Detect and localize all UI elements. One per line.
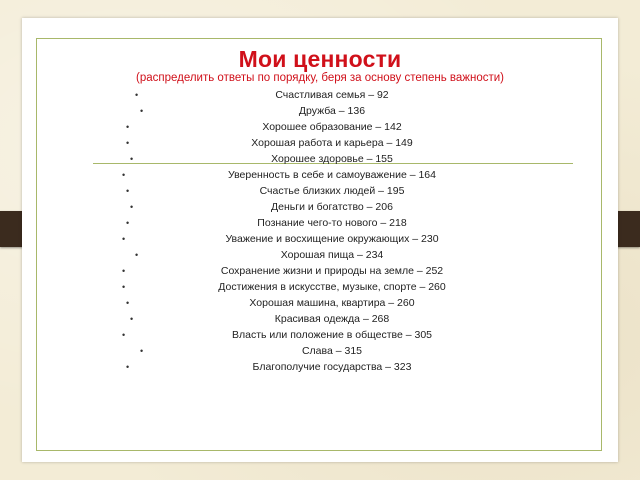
bullet-icon: • — [122, 234, 126, 244]
bullet-icon: • — [122, 266, 126, 276]
list-item — [82, 167, 582, 183]
list-item — [82, 183, 582, 199]
list-item — [82, 103, 582, 119]
list-item-text: Уверенность в себе и самоуважение – 164 — [228, 169, 436, 181]
list-item-text: Счастье близких людей – 195 — [259, 185, 405, 197]
list-item — [82, 279, 582, 295]
bullet-icon: • — [122, 330, 126, 340]
list-item — [82, 247, 582, 263]
list-item-text: Сохранение жизни и природы на земле – 252 — [220, 265, 444, 277]
list-item-text: Слава – 315 — [301, 345, 363, 357]
list-item-text: Хорошее здоровье – 155 — [271, 153, 393, 165]
list-item-text: Счастливая семья – 92 — [275, 89, 389, 101]
list-item — [82, 295, 582, 311]
bullet-icon: • — [122, 170, 126, 180]
bullet-icon: • — [140, 346, 144, 356]
bullet-icon: • — [126, 218, 130, 228]
bullet-icon: • — [126, 122, 130, 132]
list-item-text: Хорошее образование – 142 — [262, 121, 402, 133]
list-item — [82, 87, 582, 103]
list-item-text: Познание чего-то нового – 218 — [257, 217, 407, 229]
list-item-text: Власть или положение в обществе – 305 — [232, 329, 432, 341]
list-item-text: Дружба – 136 — [298, 105, 366, 117]
bullet-icon: • — [135, 90, 139, 100]
list-item — [82, 359, 582, 375]
list-item — [82, 119, 582, 135]
list-item-text: Красивая одежда – 268 — [274, 313, 390, 325]
slide — [22, 18, 618, 462]
list-item-text: Достижения в искусстве, музыке, спорте – 260 — [218, 281, 446, 293]
list-item-text: Уважение и восхищение окружающих – 230 — [225, 233, 439, 245]
list-item-text: Благополучие государства – 323 — [252, 361, 412, 373]
bullet-icon: • — [130, 202, 134, 212]
values-list — [82, 87, 582, 375]
list-item — [82, 151, 582, 167]
bullet-icon: • — [135, 250, 139, 260]
list-item — [82, 135, 582, 151]
bullet-icon: • — [126, 138, 130, 148]
list-item — [82, 215, 582, 231]
bullet-icon: • — [122, 282, 126, 292]
bullet-icon: • — [126, 186, 130, 196]
list-item — [82, 311, 582, 327]
slide-title: Мои ценности — [238, 46, 402, 72]
list-item — [82, 343, 582, 359]
list-item — [82, 263, 582, 279]
list-item-text: Хорошая пища – 234 — [280, 249, 384, 261]
list-item — [82, 199, 582, 215]
list-item-text: Хорошая работа и карьера – 149 — [251, 137, 413, 149]
bullet-icon: • — [140, 106, 144, 116]
slide-subtitle: (распределить ответы по порядку, беря за основу степень важности) — [135, 72, 504, 84]
list-item — [82, 327, 582, 343]
list-item-text: Деньги и богатство – 206 — [271, 201, 393, 213]
bullet-icon: • — [130, 314, 134, 324]
bullet-icon: • — [126, 298, 130, 308]
bullet-icon: • — [126, 362, 130, 372]
list-item — [82, 231, 582, 247]
bullet-icon: • — [130, 154, 134, 164]
list-item-text: Хорошая машина, квартира – 260 — [249, 297, 415, 309]
